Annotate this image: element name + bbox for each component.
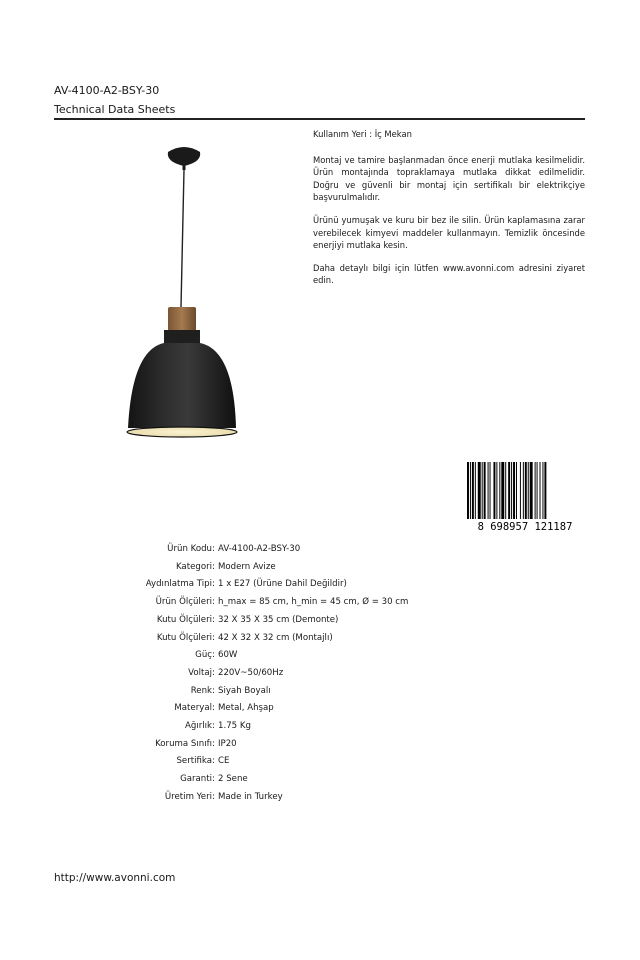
spec-label: Ağırlık [184, 721, 212, 731]
spec-separator: : [212, 579, 215, 590]
barcode-bar [467, 462, 469, 519]
spec-value: 32 X 35 X 35 cm (Demonte) [218, 614, 339, 625]
barcode-bar [508, 462, 510, 519]
spec-row [0, 739, 640, 753]
spec-separator: : [212, 685, 215, 696]
spec-label: Kategori [175, 561, 212, 572]
spec-value: AV-4100-A2-BSY-30 [218, 544, 301, 554]
spec-label: Renk [190, 685, 212, 696]
barcode-bar [484, 462, 486, 519]
barcode-digits: 8 698957 121187 [477, 521, 573, 532]
website-info-text: Daha detaylı bilgi için lütfen www.avonni.com adresini ziyaret edin. [313, 262, 585, 286]
spec-separator: : [212, 597, 215, 608]
barcode-bar [488, 462, 489, 519]
pendant-lamp-image [118, 140, 248, 450]
spec-value: h_max = 85 cm, h_min = 45 cm, Ø = 30 cm [218, 597, 409, 608]
spec-row [0, 703, 640, 717]
barcode-bar [501, 462, 504, 519]
spec-row [0, 668, 640, 682]
spec-separator: : [212, 756, 215, 767]
spec-label: Ürün Kodu [167, 544, 212, 554]
spec-value: IP20 [218, 738, 237, 749]
spec-label: Voltaj [188, 667, 212, 678]
spec-separator: : [212, 667, 215, 678]
spec-row [0, 633, 640, 647]
barcode-bar [525, 462, 527, 519]
usage-information [313, 128, 585, 297]
spec-separator: : [212, 650, 215, 661]
barcode-bar [470, 462, 471, 519]
spec-value: 2 Sene [218, 774, 248, 785]
spec-label: Üretim Yeri [164, 791, 212, 802]
barcode-bar [530, 462, 533, 519]
spec-label: Materyal [174, 703, 212, 714]
barcode-bar [535, 462, 536, 519]
cleaning-instructions-text: Ürünü yumuşak ve kuru bir bez ile silin. Ürün kaplamasına zarar verebilecek kimyevi maddeler kullanmayın. Temizlik öncesinde enerjiyi mutlaka kesin. [313, 214, 585, 251]
barcode-bar [511, 462, 512, 519]
barcode-bar [478, 462, 481, 519]
barcode-bar [496, 462, 497, 519]
barcode-bar [513, 462, 515, 519]
spec-row [0, 544, 640, 558]
barcode-bar [520, 462, 521, 519]
spec-label: Garanti [180, 774, 212, 785]
spec-row [0, 650, 640, 664]
spec-row [0, 792, 640, 806]
document-subtitle: Technical Data Sheets [54, 103, 176, 116]
barcode-bar [493, 462, 495, 519]
spec-separator: : [212, 721, 215, 731]
spec-separator: : [212, 703, 215, 714]
barcode-bar [537, 462, 538, 519]
spec-separator: : [212, 561, 215, 572]
spec-value: 60W [218, 650, 238, 661]
spec-label: Kutu Ölçüleri [156, 614, 212, 625]
spec-label: Koruma Sınıfı [155, 738, 212, 749]
spec-separator: : [212, 791, 215, 802]
spec-separator: : [212, 544, 215, 554]
barcode-bar [516, 462, 517, 519]
spec-row [0, 562, 640, 576]
spec-row [0, 756, 640, 770]
barcode-bar [475, 462, 476, 519]
installation-warning-text: Montaj ve tamire başlanmadan önce enerji mutlaka kesilmelidir. Ürün montajında topraklamaya mutlaka dikkat edilmelidir. Doğru ve güvenli bir montaj için sertifikalı bir elektrikçiye başvurulmalıdır. [313, 154, 585, 203]
spec-row [0, 686, 640, 700]
spec-label: Sertifika [176, 756, 212, 767]
spec-value: Metal, Ahşap [218, 703, 274, 714]
barcode-image [466, 462, 584, 532]
spec-separator: : [212, 774, 215, 785]
barcode-bar [528, 462, 529, 519]
barcode-bar [472, 462, 474, 519]
spec-label: Aydınlatma Tipi [145, 579, 212, 590]
usage-location-text: Kullanım Yeri : İç Mekan [313, 129, 412, 139]
spec-row [0, 597, 640, 611]
spec-separator: : [212, 632, 215, 643]
product-code-title: AV-4100-A2-BSY-30 [54, 84, 160, 97]
spec-row [0, 721, 640, 735]
spec-value: Modern Avize [218, 561, 276, 572]
spec-separator: : [212, 738, 215, 749]
barcode-bar [540, 462, 541, 519]
spec-value: CE [218, 756, 230, 767]
spec-row [0, 615, 640, 629]
barcode-bar [542, 462, 543, 519]
spec-value: 1.75 Kg [218, 721, 251, 731]
spec-row [0, 774, 640, 788]
spec-label: Kutu Ölçüleri [156, 632, 212, 643]
spec-label: Ürün Ölçüleri [155, 597, 212, 608]
spec-value: Siyah Boyalı [218, 685, 271, 696]
spec-label: Güç [195, 650, 212, 661]
barcode-bar [499, 462, 500, 519]
barcode-bar [505, 462, 506, 519]
header-divider [54, 118, 585, 120]
barcode-bar [482, 462, 483, 519]
barcode-bar [490, 462, 491, 519]
footer-website-link[interactable]: http://www.avonni.com [54, 872, 176, 884]
spec-separator: : [212, 614, 215, 625]
spec-value: 220V~50/60Hz [218, 667, 284, 678]
barcode-bar [523, 462, 524, 519]
spec-value: 42 X 32 X 32 cm (Montajlı) [218, 632, 333, 643]
spec-row [0, 579, 640, 593]
barcode-bar [544, 462, 546, 519]
spec-value: 1 x E27 (Ürüne Dahil Değildir) [218, 579, 347, 590]
spec-value: Made in Turkey [218, 791, 283, 802]
